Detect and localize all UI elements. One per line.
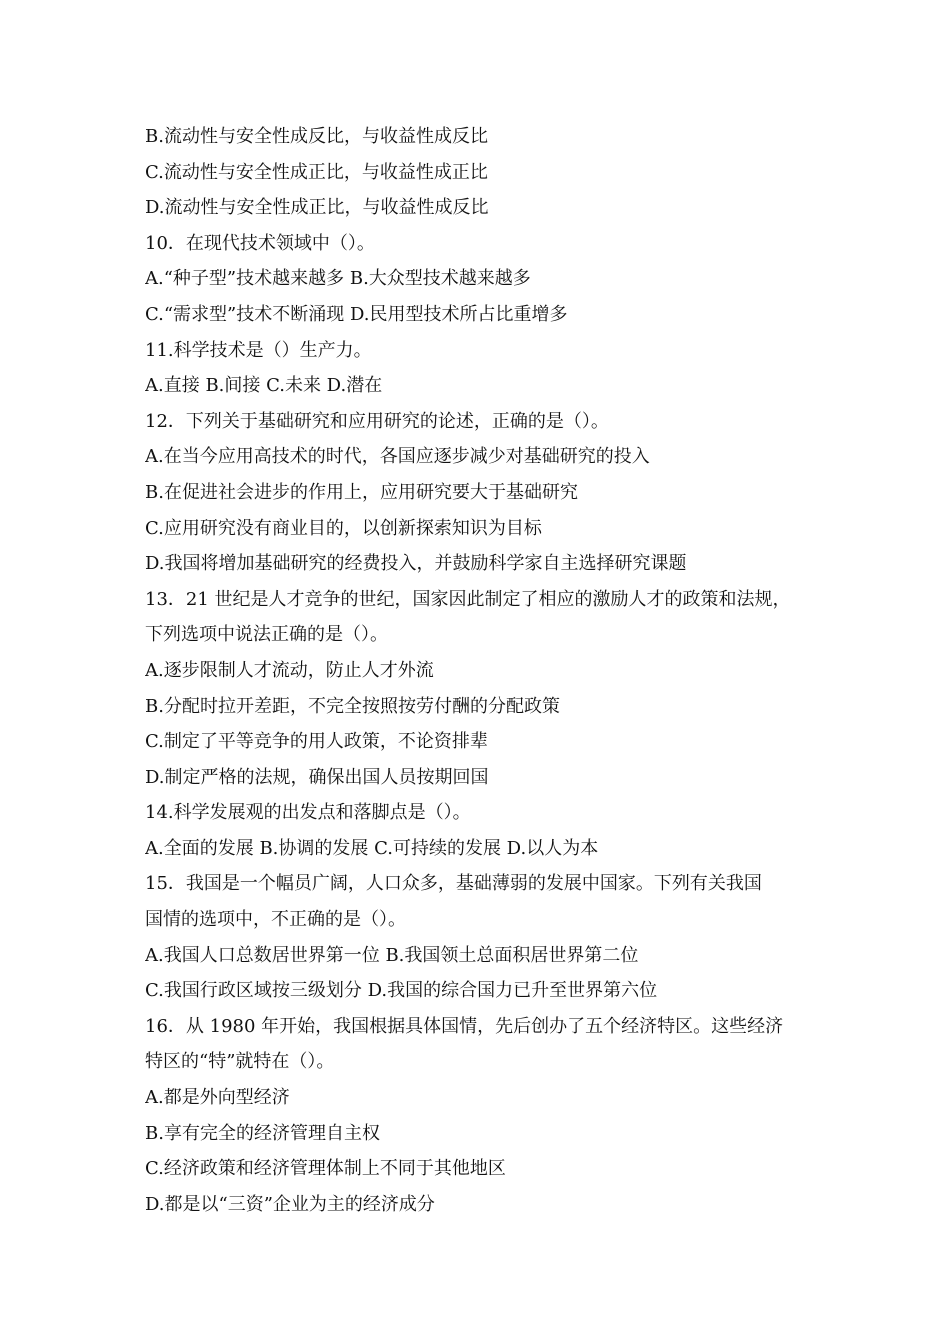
option-line: A.全面的发展 B.协调的发展 C.可持续的发展 D.以人为本	[145, 837, 599, 859]
option-line: C.“需求型”技术不断涌现 D.民用型技术所占比重增多	[145, 303, 568, 325]
option-line: D.制定严格的法规，确保出国人员按期回国	[145, 766, 489, 788]
option-line: C.流动性与安全性成正比，与收益性成正比	[145, 161, 488, 183]
question-line-continued: 下列选项中说法正确的是（）。	[145, 624, 388, 646]
option-line: C.应用研究没有商业目的，以创新探索知识为目标	[145, 517, 542, 539]
option-line: B.流动性与安全性成反比，与收益性成反比	[145, 126, 488, 147]
option-line: D.流动性与安全性成正比，与收益性成反比	[145, 197, 489, 219]
option-line: A.我国人口总数居世界第一位 B.我国领土总面积居世界第二位	[145, 944, 639, 966]
question-line: 10．在现代技术领域中（）。	[145, 232, 375, 254]
question-text-block	[145, 119, 835, 1222]
question-line: 11.科学技术是（）生产力。	[145, 339, 372, 361]
option-line: B.享有完全的经济管理自主权	[145, 1122, 380, 1144]
option-line: D.我国将增加基础研究的经费投入，并鼓励科学家自主选择研究课题	[145, 553, 687, 575]
option-line: C.制定了平等竞争的用人政策，不论资排辈	[145, 731, 488, 753]
option-line: A.都是外向型经济	[145, 1087, 290, 1109]
option-line: A.直接 B.间接 C.未来 D.潜在	[145, 375, 383, 397]
option-line: A.逐步限制人才流动，防止人才外流	[145, 659, 434, 681]
question-line-continued: 特区的“特”就特在（）。	[145, 1051, 335, 1073]
question-line-continued: 国情的选项中，不正确的是（）。	[145, 909, 406, 931]
question-line: 16．从 1980 年开始，我国根据具体国情，先后创办了五个经济特区。这些经济	[145, 1015, 784, 1037]
question-line: 12．下列关于基础研究和应用研究的论述，正确的是（）。	[145, 410, 609, 432]
option-line: A.“种子型”技术越来越多 B.大众型技术越来越多	[145, 268, 531, 290]
option-line: B.分配时拉开差距，不完全按照按劳付酬的分配政策	[145, 695, 560, 717]
question-line: 14.科学发展观的出发点和落脚点是（）。	[145, 802, 471, 824]
option-line: D.都是以“三资”企业为主的经济成分	[145, 1193, 435, 1215]
question-line: 13．21 世纪是人才竞争的世纪，国家因此制定了相应的激励人才的政策和法规，	[145, 588, 791, 610]
option-line: C.我国行政区域按三级划分 D.我国的综合国力已升至世界第六位	[145, 980, 658, 1002]
question-line: 15．我国是一个幅员广阔，人口众多，基础薄弱的发展中国家。下列有关我国	[145, 873, 762, 895]
option-line: B.在促进社会进步的作用上，应用研究要大于基础研究	[145, 481, 578, 503]
option-line: A.在当今应用高技术的时代，各国应逐步减少对基础研究的投入	[145, 446, 650, 468]
option-line: C.经济政策和经济管理体制上不同于其他地区	[145, 1158, 506, 1180]
